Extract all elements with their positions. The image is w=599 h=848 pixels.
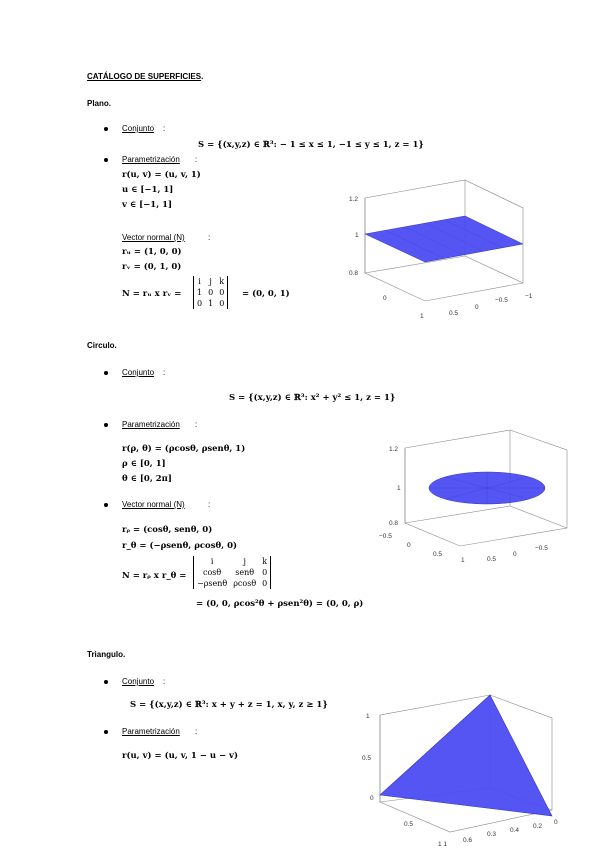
triangulo-y-tick: 0	[554, 819, 558, 826]
triangulo-y-tick: 0.4	[510, 827, 520, 834]
triangulo-param-r: r(u, v) = (u, v, 1 − u − v)	[122, 751, 239, 761]
plano-y-tick: 0	[383, 295, 387, 302]
triangulo-z-tick: 1	[366, 713, 370, 720]
triangulo-y-tick: 0.2	[533, 823, 543, 830]
label-conjunto: Conjunto	[122, 368, 155, 377]
circulo-n-result: = (0, 0, ρcos²θ + ρsen²θ) = (0, 0, ρ)	[196, 599, 364, 609]
plano-param-r: r(u, v) = (u, v, 1)	[122, 170, 201, 180]
bullet-dot	[104, 503, 108, 507]
triangle-surface	[380, 695, 552, 816]
plano-3d-plot	[335, 178, 545, 323]
plano-z-tick: 1	[355, 232, 359, 239]
plano-rv: rᵥ = (0, 1, 0)	[122, 262, 182, 272]
circulo-param-theta: θ ∈ [0, 2π]	[122, 474, 172, 484]
bullet-dot	[104, 371, 108, 375]
circulo-z-tick: 1.2	[389, 446, 399, 453]
plano-ru: rᵤ = (1, 0, 0)	[122, 247, 182, 257]
plano-param-v: v ∈ [−1, 1]	[122, 200, 173, 210]
circulo-y-tick: 0	[407, 542, 411, 549]
document-title	[87, 72, 203, 81]
title-dot: .	[201, 72, 204, 81]
bullet-dot	[104, 127, 108, 131]
plano-x-tick: −1	[525, 293, 533, 300]
triangulo-3d-plot	[360, 690, 570, 848]
label-parametrizacion: Parametrización	[122, 420, 180, 429]
triangulo-z-tick: 0.5	[362, 755, 372, 762]
bullet-dot	[104, 680, 108, 684]
triangulo-z-tick: 0	[370, 795, 374, 802]
bullet-dot	[104, 423, 108, 427]
circulo-param-r: r(ρ, θ) = (ρcosθ, ρsenθ, 1)	[122, 444, 246, 454]
circulo-set-definition: S = {(x,y,z) ∈ ℝ³: x² + y² ≤ 1, z = 1}	[229, 393, 396, 403]
plano-z-tick: 1.2	[349, 196, 359, 203]
section-heading-triangulo: Triangulo.	[87, 650, 126, 659]
circulo-y-tick: 0.5	[433, 551, 443, 558]
circulo-x-tick: 0	[513, 551, 517, 558]
plane-surface	[365, 216, 523, 262]
section-heading-plano: Plano.	[87, 99, 112, 108]
circulo-rp: rᵨ = (cosθ, senθ, 0)	[122, 525, 213, 535]
triangulo-x-tick: 0.5	[404, 821, 414, 828]
label-conjunto: Conjunto	[122, 124, 155, 133]
circulo-y-tick: −0.5	[379, 533, 392, 540]
circulo-rt: r_θ = (−ρsenθ, ρcosθ, 0)	[122, 541, 238, 551]
circulo-param-rho: ρ ∈ [0, 1]	[122, 459, 166, 469]
plano-z-tick: 0.8	[349, 270, 359, 277]
plano-determinant: i j k 1 0 0 0 1 0	[193, 276, 228, 309]
plano-n-prefix: N = rᵤ x rᵥ =	[122, 289, 182, 299]
triangulo-x-tick: 1 1	[438, 841, 448, 848]
label-vector-normal: Vector normal (N)	[122, 500, 185, 509]
circulo-z-tick: 0.8	[389, 520, 399, 527]
circulo-determinant: i j k cosθ senθ 0 −ρsenθ ρcosθ 0	[193, 556, 271, 589]
circulo-x-tick: −0.5	[535, 545, 548, 552]
plano-set-definition: S = {(x,y,z) ∈ ℝ³: − 1 ≤ x ≤ 1, −1 ≤ y ≤ 1, z = 1}	[198, 140, 424, 150]
plano-n-result: = (0, 0, 1)	[242, 289, 290, 299]
bullet-dot	[104, 730, 108, 734]
plano-x-tick: 0	[475, 304, 479, 311]
circulo-n-prefix: N = rᵨ x r_θ =	[122, 571, 187, 581]
bullet-dot	[104, 158, 108, 162]
plano-x-tick: −0.5	[495, 297, 508, 304]
document-title-text: CATÁLOGO DE SUPERFICIES	[87, 72, 202, 81]
label-parametrizacion: Parametrización	[122, 155, 180, 164]
circulo-z-tick: 1	[397, 485, 401, 492]
section-heading-circulo: Circulo.	[87, 341, 117, 350]
triangulo-y-tick: 0.6	[463, 837, 473, 844]
triangulo-set-definition: S = {(x,y,z) ∈ ℝ³: x + y + z = 1, x, y, z ≥ 1}	[130, 700, 328, 710]
triangulo-y-tick: 0.3	[487, 831, 497, 838]
label-vector-normal: Vector normal (N)	[122, 233, 185, 242]
label-parametrizacion: Parametrización	[122, 727, 180, 736]
plano-x-tick: 0.5	[449, 310, 459, 317]
plano-param-u: u ∈ [−1, 1]	[122, 185, 174, 195]
circulo-x-tick: 1	[461, 557, 465, 564]
circulo-x-tick: 0.5	[487, 556, 497, 563]
plano-x-tick: 1	[420, 313, 424, 320]
circulo-3d-plot	[375, 428, 580, 568]
label-conjunto: Conjunto	[122, 677, 155, 686]
